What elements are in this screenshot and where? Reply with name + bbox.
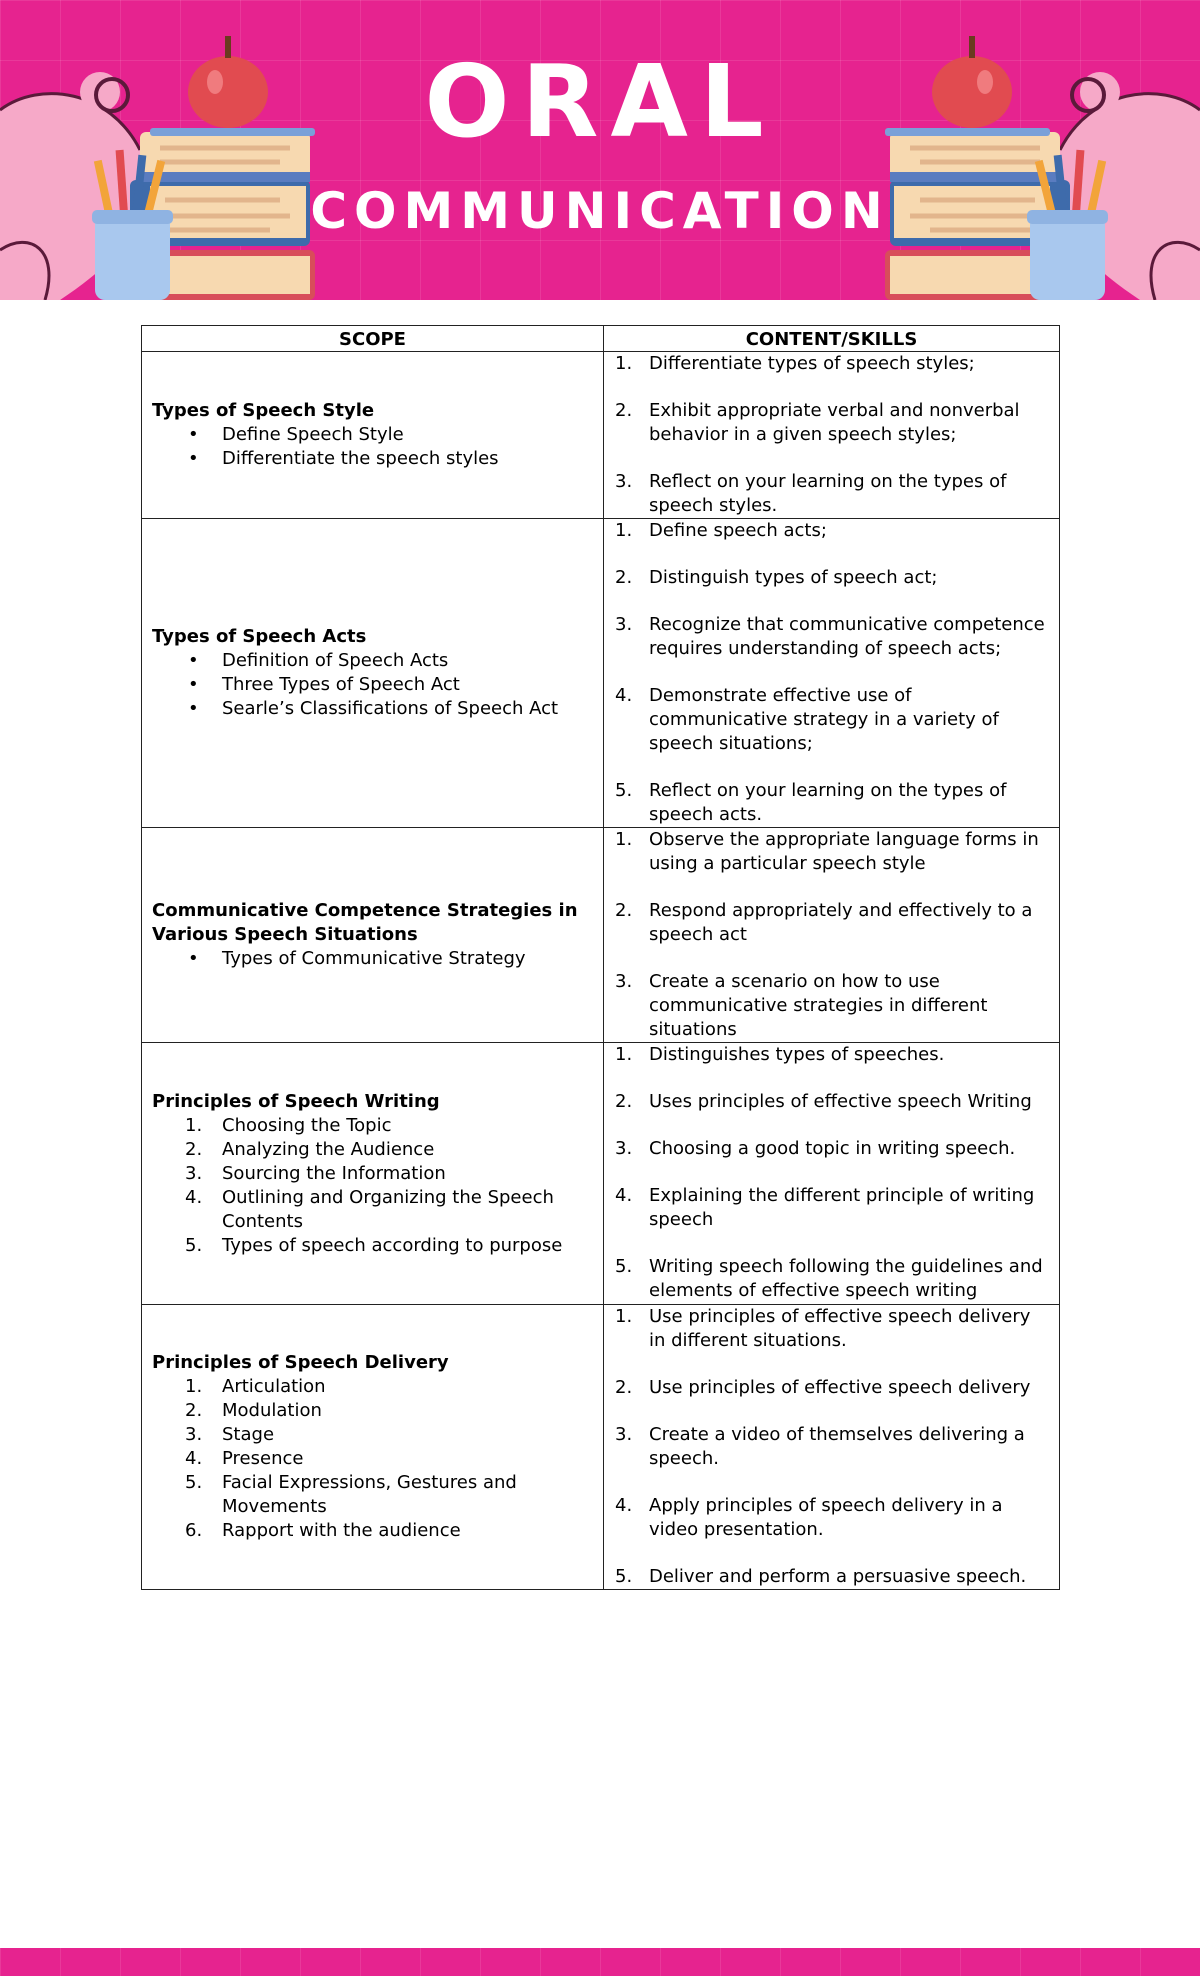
item-number: 2. [615, 400, 633, 421]
item-number: 3. [185, 1424, 203, 1445]
scope-item [152, 1519, 595, 1543]
item-number: 1. [615, 829, 633, 850]
skill-text: Deliver and perform a persuasive speech. [649, 1566, 1027, 1587]
skill-text: Observe the appropriate language forms in using a particular speech style [649, 829, 1039, 874]
skill-list [604, 1305, 1049, 1589]
skills-cell [604, 1043, 1060, 1305]
scope-cell [142, 828, 604, 1043]
table-row [142, 1305, 1060, 1590]
skill-list [604, 519, 1049, 827]
item-number: 2. [185, 1138, 203, 1160]
skill-text: Demonstrate effective use of communicative strategy in a variety of speech situations; [649, 685, 999, 754]
skill-list [604, 828, 1049, 1042]
skills-cell [604, 828, 1060, 1043]
scope-item [152, 1114, 595, 1138]
skill-text: Create a video of themselves delivering a speech. [649, 1424, 1025, 1469]
scope-item: • Searle’s Classifications of Speech Act [152, 697, 595, 721]
skill-item [604, 1494, 1049, 1542]
scope-list [152, 947, 595, 971]
scope-item [152, 1138, 595, 1162]
skill-text: Explaining the different principle of writing speech [649, 1185, 1035, 1230]
item-number: 2. [185, 1400, 203, 1421]
item-number: 4. [185, 1448, 203, 1469]
item-number: 5. [615, 1566, 633, 1587]
skill-item [604, 352, 1049, 376]
item-number: 2. [615, 567, 633, 588]
scope-item [152, 1234, 595, 1258]
skill-item [604, 899, 1049, 947]
skills-cell [604, 1305, 1060, 1590]
skill-text: Create a scenario on how to use communicative strategies in different situations [649, 971, 988, 1040]
skill-text: Distinguish types of speech act; [649, 567, 938, 588]
skill-item [604, 1043, 1049, 1067]
scope-item: • Three Types of Speech Act [152, 673, 595, 697]
skill-item [604, 1305, 1049, 1353]
item-number: 2. [615, 1377, 633, 1398]
skills-cell [604, 519, 1060, 828]
skill-item [604, 613, 1049, 661]
scope-item-text: Outlining and Organizing the Speech Contents [222, 1186, 554, 1232]
scope-item [152, 1423, 595, 1447]
skill-item [604, 519, 1049, 543]
item-number: 3. [615, 471, 633, 492]
skill-text: Use principles of effective speech delivery [649, 1377, 1031, 1398]
skill-item [604, 970, 1049, 1042]
item-number: 2. [615, 1091, 633, 1112]
scope-item [152, 1375, 595, 1399]
scope-item-text: Analyzing the Audience [222, 1138, 435, 1160]
skill-text: Differentiate types of speech styles; [649, 353, 975, 374]
scope-item: • Types of Communicative Strategy [152, 947, 595, 971]
column-header-scope: SCOPE [142, 326, 604, 352]
item-number: 5. [615, 1256, 633, 1277]
scope-cell [142, 1043, 604, 1305]
skill-item [604, 1565, 1049, 1589]
skill-text: Reflect on your learning on the types of speech styles. [649, 471, 1007, 516]
scope-item-text: Presence [222, 1448, 304, 1469]
skill-item [604, 828, 1049, 876]
skill-item [604, 1137, 1049, 1161]
scope-cell [142, 519, 604, 828]
scope-title: Principles of Speech Delivery [152, 1352, 449, 1373]
skill-item [604, 1184, 1049, 1232]
page-subtitle: COMMUNICATION [310, 182, 890, 240]
item-number: 3. [615, 971, 633, 992]
table-row [142, 352, 1060, 519]
skill-text: Use principles of effective speech delivery in different situations. [649, 1306, 1031, 1351]
curriculum-table [141, 325, 1060, 1590]
item-number: 5. [185, 1234, 203, 1256]
item-number: 3. [615, 1424, 633, 1445]
table-row [142, 519, 1060, 828]
page-title: ORAL [424, 43, 776, 160]
item-number: 1. [615, 353, 633, 374]
item-number: 3. [615, 614, 633, 635]
scope-list [152, 649, 595, 721]
skill-text: Respond appropriately and effectively to a speech act [649, 900, 1033, 945]
column-header-content-skills: CONTENT/SKILLS [604, 326, 1060, 352]
skill-list [604, 352, 1049, 518]
item-number: 4. [615, 685, 633, 706]
scope-title: Communicative Competence Strategies in Various Speech Situations [152, 900, 578, 945]
skill-text: Uses principles of effective speech Writing [649, 1091, 1032, 1112]
skills-cell [604, 352, 1060, 519]
scope-item-text: Choosing the Topic [222, 1114, 392, 1136]
scope-item: • Define Speech Style [152, 423, 595, 447]
skill-text: Writing speech following the guidelines and elements of effective speech writing [649, 1256, 1043, 1301]
item-number: 5. [185, 1472, 203, 1493]
scope-item [152, 1447, 595, 1471]
item-number: 4. [615, 1185, 633, 1206]
skill-text: Reflect on your learning on the types of speech acts. [649, 780, 1007, 825]
scope-item-text: Sourcing the Information [222, 1162, 446, 1184]
scope-cell [142, 1305, 604, 1590]
item-number: 3. [615, 1138, 633, 1159]
scope-item [152, 1399, 595, 1423]
skill-text: Distinguishes types of speeches. [649, 1044, 945, 1065]
skill-text: Define speech acts; [649, 520, 827, 541]
skill-item [604, 1376, 1049, 1400]
scope-item: • Differentiate the speech styles [152, 447, 595, 471]
table-row [142, 1043, 1060, 1305]
scope-title: Types of Speech Acts [152, 626, 367, 647]
skill-text: Exhibit appropriate verbal and nonverbal behavior in a given speech styles; [649, 400, 1020, 445]
skill-item [604, 1090, 1049, 1114]
skill-item [604, 779, 1049, 827]
scope-item-text: Rapport with the audience [222, 1520, 461, 1541]
scope-item [152, 1186, 595, 1234]
skill-item [604, 470, 1049, 518]
scope-list [152, 1114, 595, 1258]
scope-item [152, 1162, 595, 1186]
table-header-row [142, 326, 1060, 352]
scope-title: Types of Speech Style [152, 400, 375, 421]
skill-list [604, 1043, 1049, 1303]
scope-list [152, 1375, 595, 1543]
item-number: 1. [185, 1114, 203, 1136]
scope-item-text: Types of speech according to purpose [222, 1234, 563, 1256]
scope-list [152, 423, 595, 471]
item-number: 5. [615, 780, 633, 801]
scope-item: • Definition of Speech Acts [152, 649, 595, 673]
footer-bar [0, 1948, 1200, 1976]
scope-item-text: Articulation [222, 1376, 326, 1397]
header-banner [0, 0, 1200, 300]
skill-item [604, 684, 1049, 756]
item-number: 4. [615, 1495, 633, 1516]
skill-item [604, 399, 1049, 447]
scope-cell [142, 352, 604, 519]
item-number: 1. [615, 1044, 633, 1065]
skill-text: Recognize that communicative competence requires understanding of speech acts; [649, 614, 1045, 659]
item-number: 2. [615, 900, 633, 921]
scope-item-text: Modulation [222, 1400, 322, 1421]
item-number: 1. [185, 1376, 203, 1397]
item-number: 6. [185, 1520, 203, 1541]
item-number: 3. [185, 1162, 203, 1184]
scope-item-text: Stage [222, 1424, 275, 1445]
skill-item [604, 1423, 1049, 1471]
skill-text: Choosing a good topic in writing speech. [649, 1138, 1016, 1159]
item-number: 4. [185, 1186, 203, 1208]
item-number: 1. [615, 1306, 633, 1327]
table-row [142, 828, 1060, 1043]
item-number: 1. [615, 520, 633, 541]
skill-text: Apply principles of speech delivery in a video presentation. [649, 1495, 1003, 1540]
scope-title: Principles of Speech Writing [152, 1090, 440, 1112]
skill-item [604, 566, 1049, 590]
scope-item-text: Facial Expressions, Gestures and Movements [222, 1472, 517, 1517]
skill-item [604, 1255, 1049, 1303]
scope-item [152, 1471, 595, 1519]
